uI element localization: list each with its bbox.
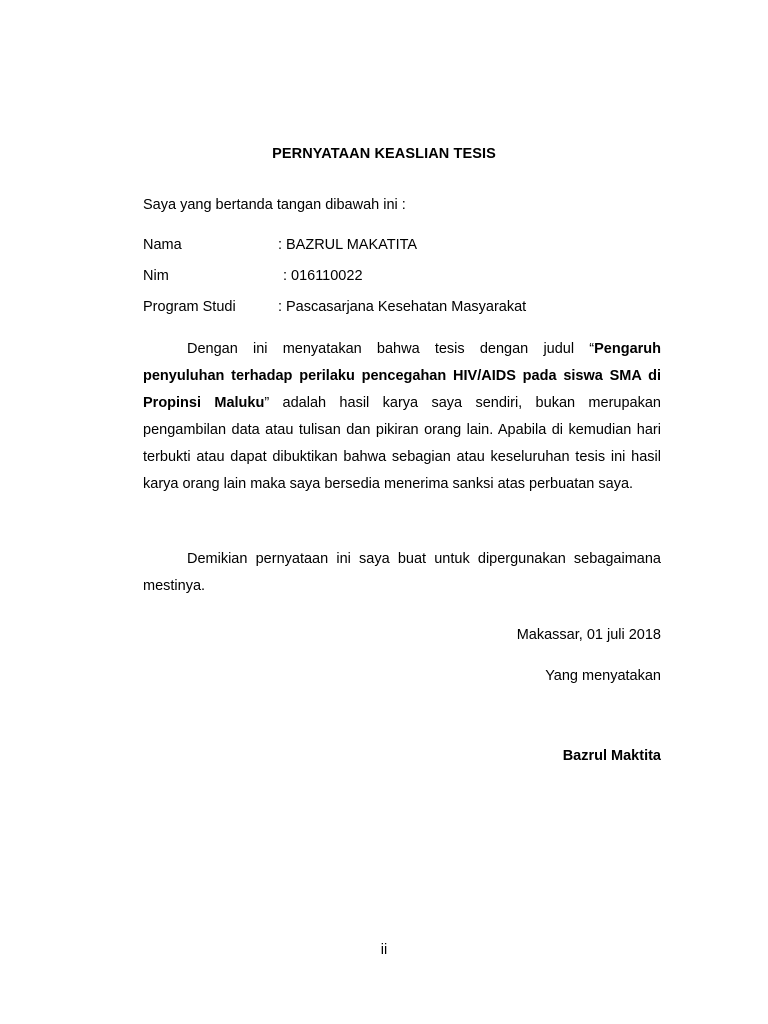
field-separator: : [283,268,288,284]
signatory-role: Yang menyatakan [545,668,661,684]
field-label: Nim [143,268,169,284]
signatory-name: Bazrul Maktita [562,748,661,764]
page-number: ii [380,942,388,958]
field-value: Pascasarjana Kesehatan Masyarakat [286,299,527,315]
closing-text: Demikian pernyataan ini saya buat untuk dipergunakan sebagaimana mestinya. [143,551,661,594]
field-label: Program Studi [143,299,236,315]
statement-paragraph [143,336,661,498]
thesis-title: Pengaruh penyuluhan terhadap perilaku pencegahan HIV/AIDS pada siswa SMA di Propinsi Maluku [143,341,661,411]
statement-rest: ” adalah hasil karya saya sendiri, bukan merupakan pengambilan data atau tulisan dan pikiran orang lain. Apabila di kemudian hari terbukti atau dapat dibuktikan bahwa sebagian atau keseluruhan tesis ini hasil karya orang lain maka saya bersedia menerima sanksi atas perbuatan saya. [143,395,661,492]
field-separator: : [278,299,283,315]
field-value: 016110022 [291,268,363,284]
closing-paragraph [143,546,661,600]
field-separator: : [278,237,283,253]
document-title: PERNYATAAN KEASLIAN TESIS [272,146,496,162]
statement-lead: Dengan ini menyatakan bahwa tesis dengan judul “ [187,341,595,357]
field-program-studi [143,299,683,319]
field-label: Nama [143,237,182,253]
field-value: BAZRUL MAKATITA [286,237,418,253]
field-nim [143,268,683,288]
intro-text: Saya yang bertanda tangan dibawah ini : [143,197,406,213]
field-nama [143,237,683,257]
place-date: Makassar, 01 juli 2018 [516,627,661,643]
